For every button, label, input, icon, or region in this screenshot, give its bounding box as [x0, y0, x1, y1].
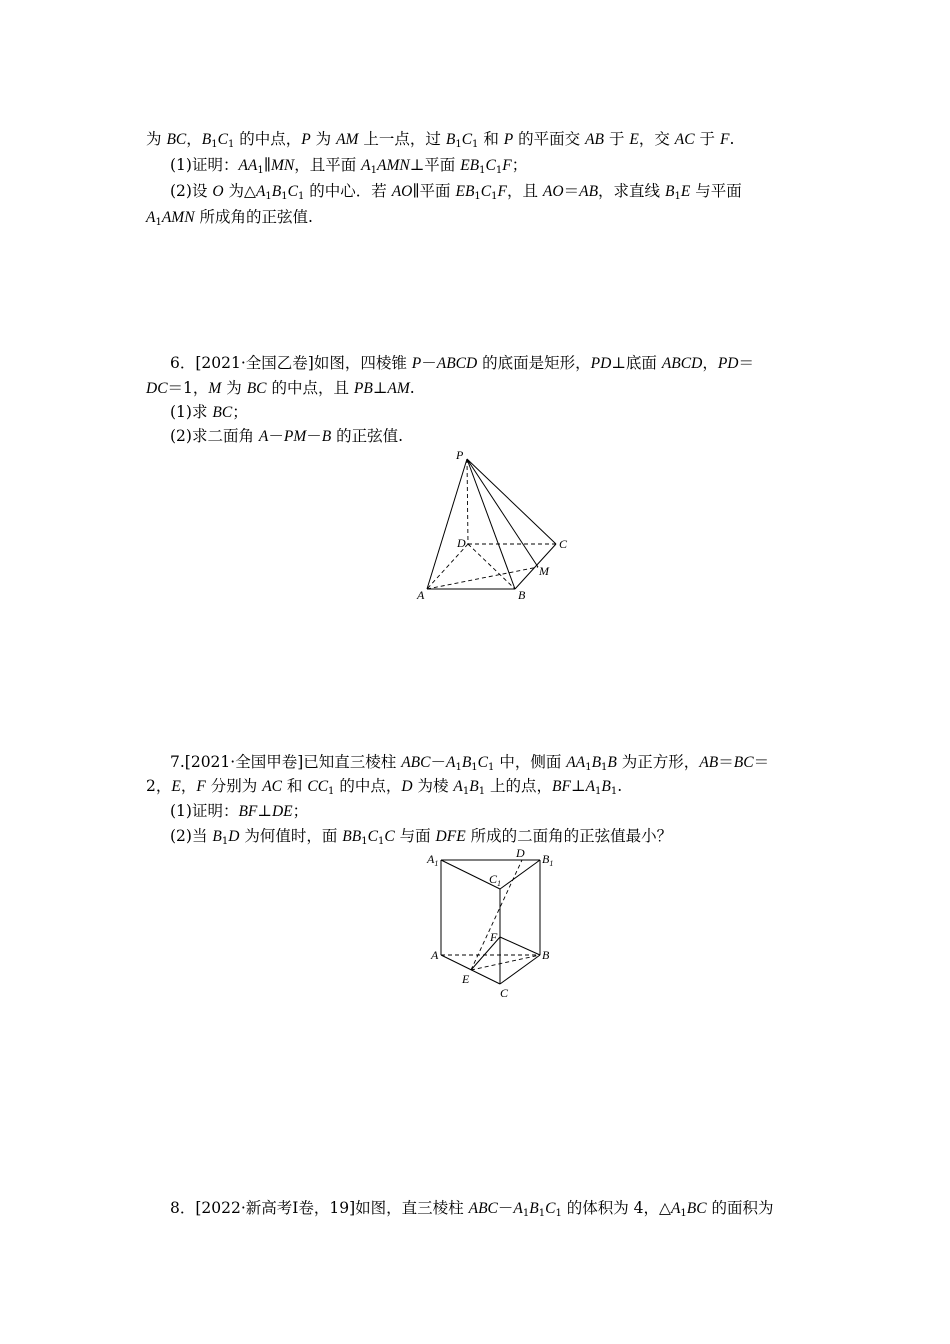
label-B1: $B_1$: [542, 852, 554, 868]
p6-line-4: (2)求二面角 A－PM－B 的正弦值.: [170, 427, 404, 445]
p8-line-1: 8．[2022·新高考Ⅰ卷，19]如图，直三棱柱 $ABC-A_1B_1C_1$ 的体积为 4，$\triangle A_1BC$ 的面积为: [170, 1199, 774, 1219]
label-M: M: [539, 564, 549, 578]
label-P: P: [456, 448, 464, 462]
p6-line-2: DC＝1，M 为 BC 的中点，且 PB⊥AM.: [146, 379, 415, 397]
label-B: B: [518, 588, 526, 602]
p5-line-4: $A_1AMN$ 所成角的正弦值.: [146, 208, 313, 228]
p7-line-2: 2，E，F 分别为 AC 和 $CC_1$ 的中点，D 为棱 $A_1B_1$ 上的点，$BF\perp A_1B_1$.: [146, 777, 623, 797]
prism-figure: [420, 846, 560, 1002]
edge-PM: [467, 459, 538, 567]
edge-C1B1: [500, 860, 540, 889]
pyramid-figure: [410, 446, 580, 606]
label-A1: $A_1$: [427, 852, 439, 868]
label-C: C: [559, 537, 568, 551]
label-A: A: [417, 588, 425, 602]
edge-PD: [467, 459, 468, 544]
label-F: F: [490, 930, 498, 944]
label-E: E: [462, 972, 470, 986]
p5-line-2: (1)证明：$AA_1\parallel MN$，且平面 $A_1AMN\perp$平面 $EB_1C_1F$；: [170, 156, 528, 176]
p6-line-1: 6．[2021·全国乙卷]如图，四棱锥 P－ABCD 的底面是矩形，PD⊥底面 ABCD，PD＝: [170, 354, 755, 372]
segment-FB: [500, 937, 540, 955]
label-C: C: [500, 986, 509, 1000]
p7-line-3: (1)证明：BF⊥DE；: [170, 802, 309, 820]
p6-line-3: (1)求 BC；: [170, 403, 248, 421]
edge-PA: [427, 459, 467, 589]
label-D: D: [457, 536, 466, 550]
p7-line-1: 7.[2021·全国甲卷]已知直三棱柱 $ABC-A_1B_1C_1$ 中，侧面 $AA_1B_1B$ 为正方形，AB＝BC＝: [170, 753, 770, 773]
label-B: B: [542, 948, 550, 962]
label-A: A: [431, 948, 439, 962]
label-D: D: [516, 846, 525, 860]
p7-line-4: (2)当 $B_1D$ 为何值时，面 $BB_1C_1C$ 与面 DFE 所成的二面角的正弦值最小？: [170, 827, 673, 847]
edge-AC: [441, 955, 500, 984]
edge-PB: [467, 459, 515, 589]
edge-BC: [515, 544, 556, 589]
p5-line-3: (2)设 O 为$\triangle A_1B_1C_1$ 的中心．若 AO∥平面 $EB_1C_1F$，且 AO＝AB，求直线 $B_1E$ 与平面: [170, 182, 742, 202]
p5-line-1: 为 BC，$B_1C_1$ 的中点，P 为 AM 上一点，过 $B_1C_1$ 和 P 的平面交 AB 于 E，交 AC 于 F.: [146, 130, 735, 150]
diagonal-DB: [468, 544, 515, 589]
label-C1: $C_1$: [489, 872, 502, 888]
edge-PC: [467, 459, 556, 544]
